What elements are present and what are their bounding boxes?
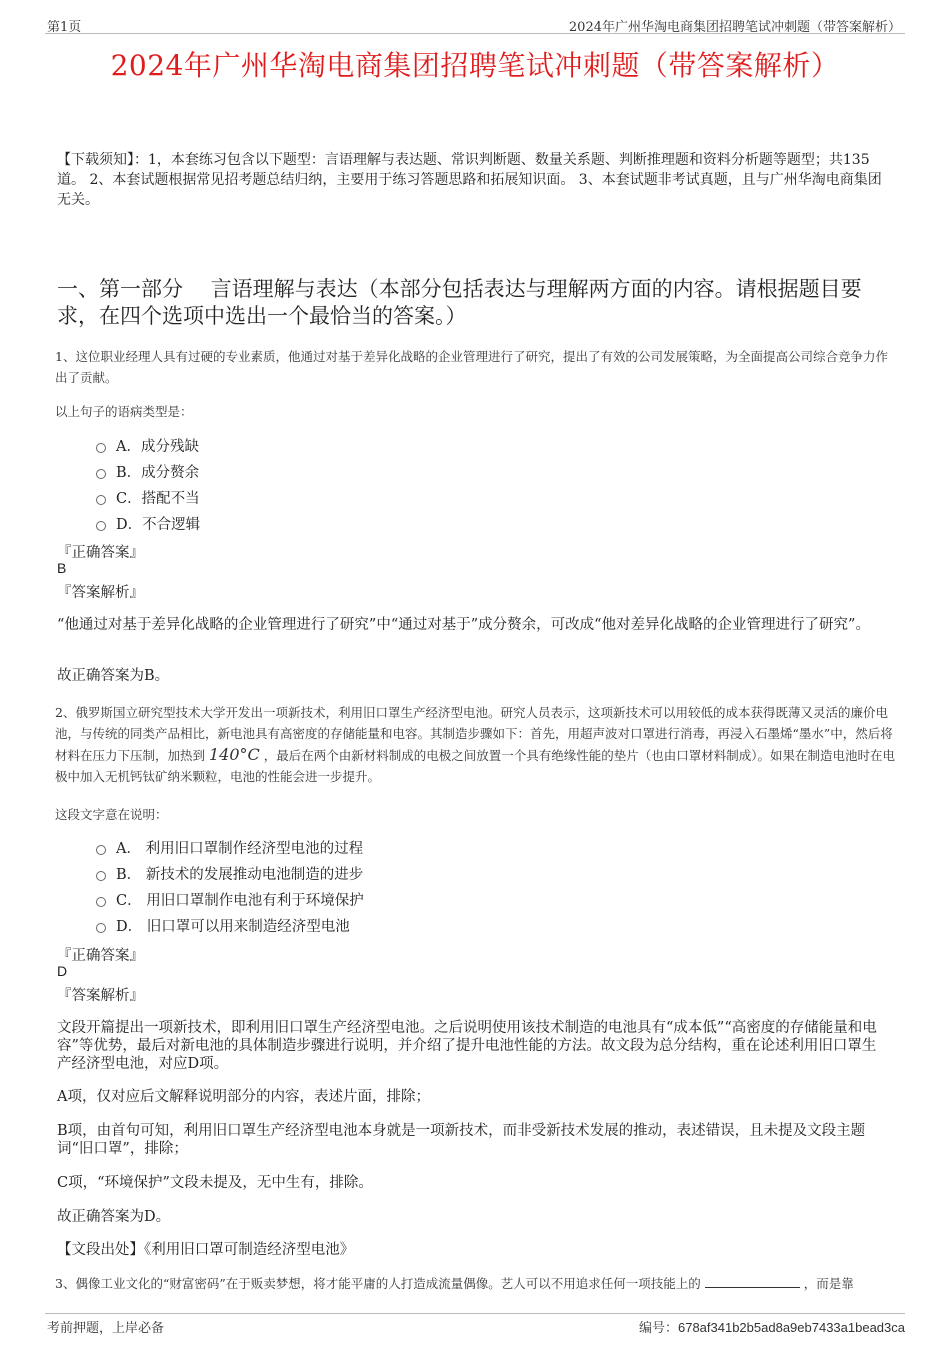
q2-analysis-1: 文段开篇提出一项新技术，即利用旧口罩生产经济型电池。之后说明使用该技术制造的电池具有“成本低”“高密度的存储能量和电容”等优势，最后对新电池的具体制造步骤进行说明，并介绍了提升电池性能的方法。故文段为总分结构，重在论述利用旧口罩生产经济型电池，对应D项。: [57, 1020, 877, 1072]
q3-stem: 3、偶像工业文化的“财富密码”在于贩卖梦想，将才能平庸的人打造成流量偶像。艺人可以不用追求任何一项技能上的 ，而是靠: [55, 1276, 854, 1291]
q1-options: [96, 432, 200, 536]
radio-icon[interactable]: [96, 845, 106, 855]
q2-option-a[interactable]: A． 利用旧口罩制作经济型电池的过程: [96, 834, 364, 860]
q2-analysis-5: 故正确答案为D。: [57, 1209, 171, 1225]
q2-prompt: 这段文字意在说明：: [55, 807, 168, 822]
q2-source: 【文段出处】《利用旧口罩可制造经济型电池》: [57, 1242, 355, 1258]
radio-icon[interactable]: [96, 469, 106, 479]
q2-options: [96, 834, 364, 938]
q1-analysis-2: 故正确答案为B。: [57, 668, 170, 684]
radio-icon[interactable]: [96, 871, 106, 881]
q1-prompt: 以上句子的语病类型是：: [55, 404, 193, 419]
q2-analysis-3: B项，由首句可知，利用旧口罩生产经济型电池本身就是一项新技术，而非受新技术发展的推动，表述错误，且未提及文段主题词“旧口罩”，排除；: [57, 1123, 866, 1157]
q2-answer-label: 『正确答案』: [57, 948, 144, 964]
q2-option-d[interactable]: D． 旧口罩可以用来制造经济型电池: [96, 912, 364, 938]
q2-analysis-2: A项，仅对应后文解释说明部分的内容，表述片面，排除；: [57, 1089, 430, 1105]
footer-code: 编号：678af341b2b5ad8a9eb7433a1bead3ca: [638, 1320, 905, 1336]
q1-analysis-1: “他通过对基于差异化战略的企业管理进行了研究”中“通过对基于”成分赘余，可改成“他对差异化战略的企业管理进行了研究”。: [57, 617, 870, 633]
q1-option-c[interactable]: C．搭配不当: [96, 484, 200, 510]
q1-answer: B: [57, 560, 67, 576]
footer-slogan: 考前押题，上岸必备: [47, 1321, 165, 1336]
radio-icon[interactable]: [96, 495, 106, 505]
radio-icon[interactable]: [96, 443, 106, 453]
radio-icon[interactable]: [96, 923, 106, 933]
page-footer: [45, 1313, 905, 1335]
q1-answer-label: 『正确答案』: [57, 545, 144, 561]
q2-analysis-4: C项，“环境保护”文段未提及，无中生有，排除。: [57, 1175, 373, 1191]
q1-option-b[interactable]: B．成分赘余: [96, 458, 200, 484]
page-number: 第1页: [47, 20, 82, 35]
q2-option-b[interactable]: B． 新技术的发展推动电池制造的进步: [96, 860, 364, 886]
document-title: 2024年广州华淘电商集团招聘笔试冲刺题（带答案解析）: [110, 49, 840, 82]
q1-stem: 1、这位职业经理人具有过硬的专业素质，他通过对基于差异化战略的企业管理进行了研究，提出了有效的公司发展策略，为全面提高公司综合竞争力作出了贡献。: [55, 349, 888, 385]
q2-option-c[interactable]: C． 用旧口罩制作电池有利于环境保护: [96, 886, 364, 912]
download-notice: 【下载须知】：1，本套练习包含以下题型：言语理解与表达题、常识判断题、数量关系题、判断推理题和资料分析题等题型；共135道。 2、本套试题根据常见招考题总结归纳，主要用于练习答题思路和拓展知识面。 3、本套试题非考试真题，且与广州华淘电商集团无关。: [57, 152, 882, 208]
radio-icon[interactable]: [96, 897, 106, 907]
fill-blank[interactable]: [705, 1276, 800, 1288]
section-heading: 一、第一部分 言语理解与表达（本部分包括表达与理解两方面的内容。请根据题目要求，在四个选项中选出一个最恰当的答案。）: [57, 277, 862, 328]
q2-answer: D: [57, 963, 68, 979]
q1-analysis-label: 『答案解析』: [57, 585, 144, 601]
radio-icon[interactable]: [96, 521, 106, 531]
q1-option-a[interactable]: A．成分残缺: [96, 432, 200, 458]
header-doc-title: 2024年广州华淘电商集团招聘笔试冲刺题（带答案解析）: [568, 20, 901, 35]
q2-stem: 2、俄罗斯国立研究型技术大学开发出一项新技术，利用旧口罩生产经济型电池。研究人员表示，这项新技术可以用较低的成本获得既薄又灵活的廉价电池，与传统的同类产品相比，新电池具有高密度的存储能量和电容。其制造步骤如下：首先，用超声波对口罩进行消毒，再浸入石墨烯“墨水”中，然后将材料在压力下压制，加热到 140°C ，最后在两个由新材料制成的电极之间放置一个具有绝缘性能的垫片（也由口罩材料制成）。如果在制造电池时在电极中加入无机钙钛矿纳米颗粒，电池的性能会进一步提升。: [55, 705, 896, 784]
temperature-formula: 140°C: [209, 745, 260, 764]
page-header: [45, 14, 905, 34]
q1-option-d[interactable]: D．不合逻辑: [96, 510, 200, 536]
q2-analysis-label: 『答案解析』: [57, 988, 144, 1004]
